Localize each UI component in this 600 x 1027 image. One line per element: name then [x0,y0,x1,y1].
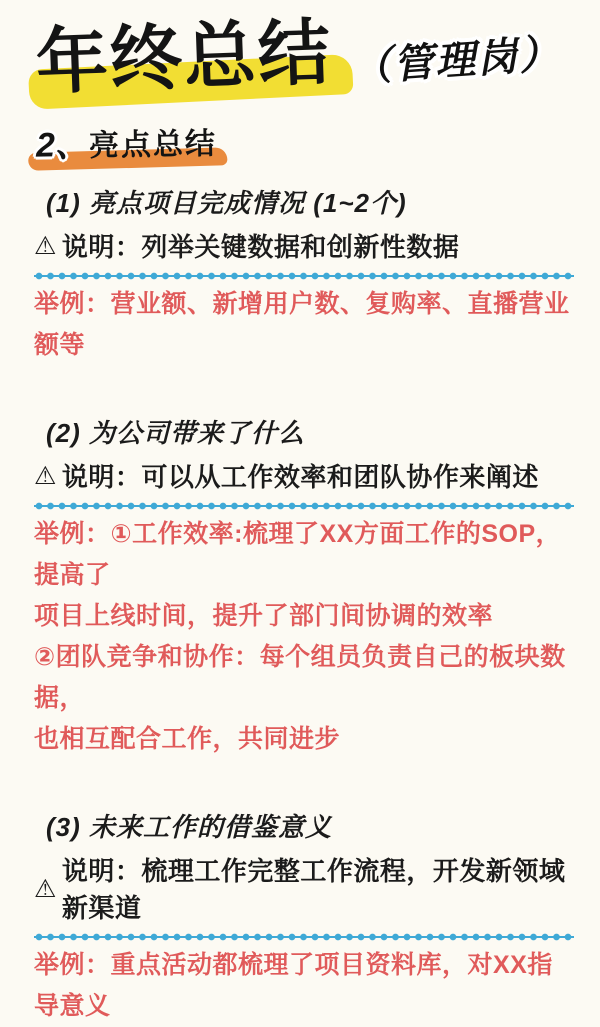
note-row [34,457,574,494]
warning-icon: ⚠ [34,232,57,260]
section-company-value [34,413,574,760]
title-tag: （管理岗） [349,31,563,91]
example-line: 举例：营业额、新增用户数、复购率、直播营业额等 [34,290,570,359]
warning-icon: ⚠ [34,462,57,490]
example-line: 举例：①工作效率:梳理了XX方面工作的SOP，提高了 [34,520,562,589]
item-heading: (1) 亮点项目完成情况 (1~2个) [46,188,407,218]
title-row [34,12,574,104]
badge-number: 2、 [35,125,90,165]
note-row [34,227,574,264]
page-title: 年终总结 [34,12,334,104]
example-line: ②团队竞争和协作：每个组员负责自己的板块数据， [34,643,566,712]
item-heading: (3) 未来工作的借鉴意义 [46,812,333,842]
example-block [34,514,574,760]
warning-icon: ⚠ [34,874,57,903]
dotted-divider [34,271,574,281]
dotted-divider [34,501,574,511]
note-text: 说明：梳理工作完整工作流程，开发新领域新渠道 [61,856,566,923]
section-future-reference [34,807,574,1027]
example-block [34,945,574,1027]
section-badge [34,114,228,171]
example-line: 也相互配合工作，共同进步 [34,725,341,753]
note-row [34,851,574,925]
item-heading: (2) 为公司带来了什么 [46,418,306,448]
page-title-wrap [35,13,338,107]
example-block [34,284,574,366]
note-text: 说明：列举关键数据和创新性数据 [61,232,460,262]
section-highlight-projects [34,183,574,366]
example-line: 举例：重点活动都梳理了项目资料库，对XX指导意义 [34,951,553,1020]
example-line: 项目上线时间，提升了部门间协调的效率 [34,602,494,630]
note-text: 说明：可以从工作效率和团队协作来阐述 [61,462,539,492]
dotted-divider [34,932,574,942]
badge-label: 亮点总结 [88,127,218,163]
